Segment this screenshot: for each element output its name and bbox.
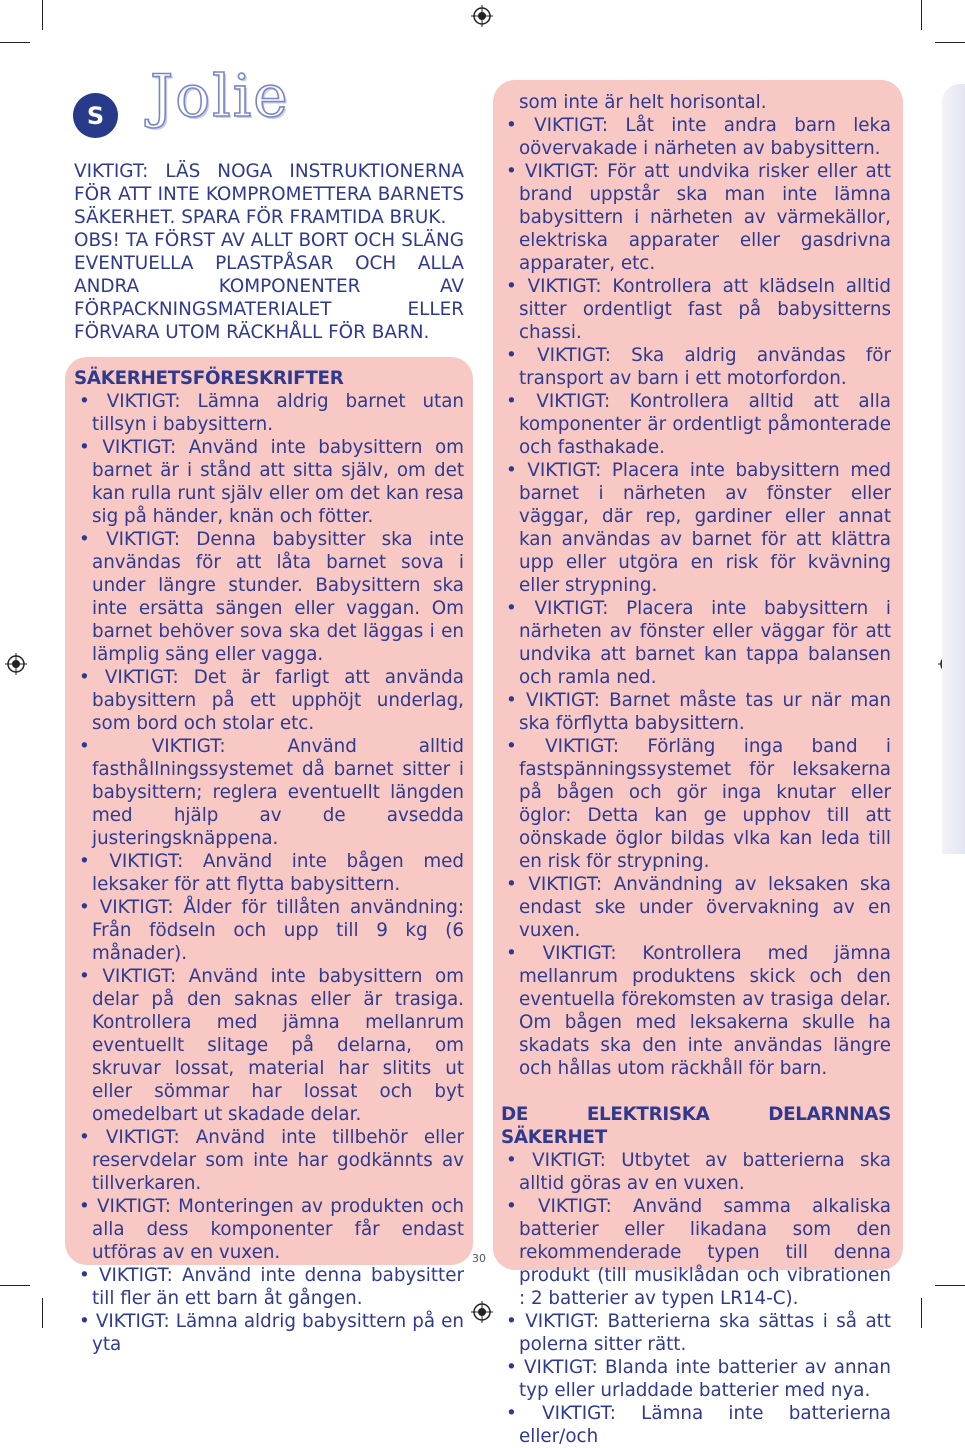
list-item: • VIKTIGT: Utbytet av batterierna ska alltid göras av en vuxen. — [501, 1149, 891, 1195]
safety-list-continued — [501, 114, 891, 1080]
page-number: 30 — [472, 1252, 486, 1265]
list-item: • VIKTIGT: Använd inte babysittern om barnet är i stånd att sitta själv, om det kan rulla runt själv eller om det kan resa sig på händer, knän och fötter. — [74, 436, 464, 528]
list-item: • VIKTIGT: Användning av leksaken ska endast ske under övervakning av en vuxen. — [501, 873, 891, 942]
list-item: • VIKTIGT: Lämna inte batterierna eller/och — [501, 1402, 891, 1448]
list-item: • VIKTIGT: Använd alltid fasthållningssystemet då barnet sitter i babysittern; reglera eventuellt längden med hjälp av de avsedda justeringsknäppena. — [74, 735, 464, 850]
list-item: • VIKTIGT: Kontrollera alltid att alla komponenter är ordentligt påmonterade och fasthakade. — [501, 390, 891, 459]
list-item: • VIKTIGT: Använd inte babysittern om delar på den saknas eller är trasiga. Kontrollera med jämna mellanrum eventuellt slitage på delarna, om skruvar lossat, material har slitits ut eller sömmar har lossat och byt omedelbart ut skadade delar. — [74, 965, 464, 1126]
list-item: • VIKTIGT: Blanda inte batterier av annan typ eller urladdade batterier med nya. — [501, 1356, 891, 1402]
crop-mark — [0, 42, 30, 43]
list-item: • VIKTIGT: Använd samma alkaliska batterier eller likadana som den rekommenderade typen till denna produkt (till musiklådan och vibrationen : 2 batterier av typen LR14-C). — [501, 1195, 891, 1310]
list-item: • VIKTIGT: Det är farligt att använda babysittern på ett upphöjt underlag, som bord och stolar etc. — [74, 666, 464, 735]
section-gap — [501, 1080, 891, 1103]
list-item: • VIKTIGT: Förläng inga band i fastspänningssystemet för leksakerna på bågen och gör inga knutar eller öglor: Detta kan ge upphov till att oönskade öglor bildas vlka kan leda till en risk för strypning. — [501, 735, 891, 873]
list-item: • VIKTIGT: För att undvika risker eller att brand uppstår ska man inte lämna babysittern i närheten av värmekällor, elektriska apparater eller gasdrivna apparater, etc. — [501, 160, 891, 275]
list-item-continuation: som inte är helt horisontal. — [519, 92, 767, 113]
registration-mark-icon — [471, 1301, 493, 1323]
list-item: • VIKTIGT: Placera inte babysittern i närheten av fönster eller väggar för att undvika att barnet kan tappa balansen och ramla ned. — [501, 597, 891, 689]
intro-warning — [74, 160, 464, 344]
list-item: • VIKTIGT: Placera inte babysittern med barnet i närheten av fönster eller väggar, där rep, gardiner eller annat kan användas av barnet för att klättra upp eller utgöra en risk för kvävning eller strypning. — [501, 459, 891, 597]
section-heading-safety: SÄKERHETSFÖRESKRIFTER — [74, 368, 344, 389]
language-badge: S — [73, 93, 118, 138]
list-item: • VIKTIGT: Använd inte denna babysitter till fler än ett barn åt gången. — [74, 1264, 464, 1310]
list-item: • VIKTIGT: Använd inte bågen med leksaker för att flytta babysittern. — [74, 850, 464, 896]
page-edge-stripe — [942, 84, 965, 854]
intro-paragraph: OBS! TA FÖRST AV ALLT BORT OCH SLÄNG EVENTUELLA PLASTPÅSAR OCH ALLA ANDRA KOMPONENTER AV FÖRPACKNINGSMATERIALET ELLER FÖRVARA UTOM RÄCKHÅLL FÖR BARN. — [74, 230, 464, 343]
list-item: • VIKTIGT: Låt inte andra barn leka oövervakade i närheten av babysittern. — [501, 114, 891, 160]
list-item: • VIKTIGT: Ålder för tillåten användning: Från födseln och upp till 9 kg (6 månader). — [74, 896, 464, 965]
brand-logo: Jolie — [150, 62, 290, 130]
crop-mark — [42, 1298, 43, 1328]
safety-column-left — [74, 367, 464, 1356]
list-item: • VIKTIGT: Batterierna ska sättas i så att polerna sitter rätt. — [501, 1310, 891, 1356]
list-item: • VIKTIGT: Kontrollera med jämna mellanrum produktens skick och den eventuella förekomsten av trasiga delar. Om bågen med leksakerna skulle ha skadats ska den inte användas längre och hållas utom räckhåll för barn. — [501, 942, 891, 1080]
section-heading-electrical: DE ELEKTRISKA DELARNNAS SÄKERHET — [501, 1104, 891, 1148]
registration-mark-icon — [471, 5, 493, 27]
safety-column-right — [501, 91, 891, 1448]
registration-mark-icon — [5, 653, 27, 675]
list-item: • VIKTIGT: Denna babysitter ska inte användas för att låta barnet sova i under längre stunder. Babysittern ska inte ersätta sängen eller vaggan. Om barnet behöver sova ska det läggas i en lämplig säng eller vagga. — [74, 528, 464, 666]
crop-mark — [935, 1285, 965, 1286]
list-item: • VIKTIGT: Lämna aldrig babysittern på en yta — [74, 1310, 464, 1356]
list-item: • VIKTIGT: Barnet måste tas ur när man ska förflytta babysittern. — [501, 689, 891, 735]
crop-mark — [921, 1298, 922, 1328]
list-item: • VIKTIGT: Lämna aldrig barnet utan tillsyn i babysittern. — [74, 390, 464, 436]
list-item: • VIKTIGT: Använd inte tillbehör eller reservdelar som inte har godkännts av tillverkaren. — [74, 1126, 464, 1195]
crop-mark — [0, 1285, 30, 1286]
safety-list — [74, 390, 464, 1356]
intro-paragraph: VIKTIGT: LÄS NOGA INSTRUKTIONERNA FÖR ATT INTE KOMPROMETTERA BARNETS SÄKERHET. SPARA FÖR FRAMTIDA BRUK. — [74, 161, 464, 228]
list-item: • VIKTIGT: Ska aldrig användas för transport av barn i ett motorfordon. — [501, 344, 891, 390]
electrical-list — [501, 1149, 891, 1448]
crop-mark — [921, 0, 922, 30]
list-item: • VIKTIGT: Kontrollera att klädseln alltid sitter ordentligt fast på babysitterns chassi. — [501, 275, 891, 344]
crop-mark — [935, 42, 965, 43]
crop-mark — [42, 0, 43, 30]
list-item: • VIKTIGT: Monteringen av produkten och alla dess komponenter får endast utföras av en vuxen. — [74, 1195, 464, 1264]
